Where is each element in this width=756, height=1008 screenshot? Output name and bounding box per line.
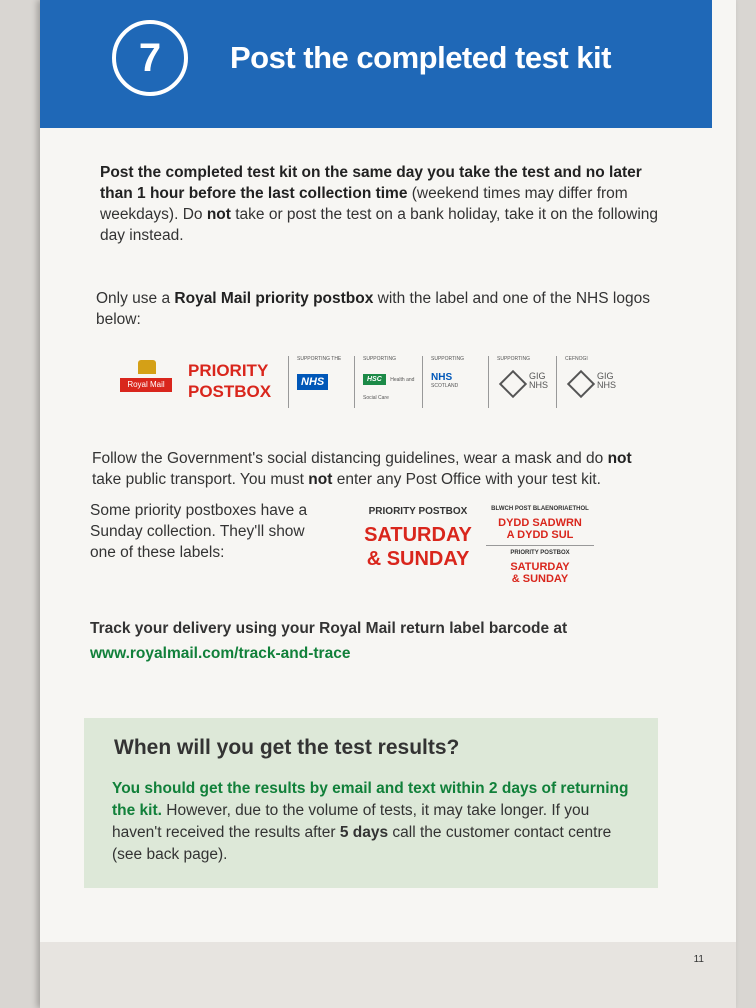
- gig-word: GIG: [597, 371, 614, 381]
- tracking-text: Track your delivery using your Royal Mail return label barcode at: [90, 620, 568, 637]
- celtic-knot-icon: [499, 370, 527, 398]
- gig-text: [529, 372, 548, 390]
- english-heading: PRIORITY POSTBOX: [510, 550, 570, 556]
- postbox-logos: [120, 356, 670, 412]
- gig-cymru-logo: [488, 356, 556, 408]
- sunday-label-bilingual: [480, 506, 600, 585]
- results-text-1: However, due to the volume of tests, it may take longer. If you haven't received the results after: [112, 802, 590, 841]
- header-banner: [40, 0, 712, 128]
- page-title: Post the completed test kit: [230, 40, 611, 75]
- logo-caption: SUPPORTING: [363, 356, 396, 362]
- priority-word: PRIORITY: [188, 361, 269, 380]
- logo-caption: SUPPORTING: [431, 356, 464, 362]
- celtic-knot-icon: [567, 370, 595, 398]
- follow-not-2: not: [308, 471, 333, 488]
- results-paragraph: [112, 778, 632, 866]
- label-saturday: SATURDAY: [364, 524, 472, 546]
- postbox-bold: Royal Mail priority postbox: [174, 290, 374, 307]
- label-divider: [486, 545, 594, 546]
- hsc-text: Health and Social Care: [363, 377, 415, 401]
- label-sunday: & SUNDAY: [366, 548, 470, 570]
- page-number: 11: [693, 954, 704, 965]
- results-heading: When will you get the test results?: [114, 736, 460, 759]
- intro-bold: Post the completed test kit on the same day you take the test and no later than 1 hour before the last collection time: [100, 164, 642, 202]
- logo-caption: SUPPORTING THE: [297, 356, 342, 362]
- nhs-badge: NHS: [297, 374, 328, 390]
- nhs-scotland-word: NHS: [431, 372, 453, 383]
- intro-text-2: take or post the test on a bank holiday, take it on the following day instead.: [100, 206, 659, 244]
- follow-text-3: enter any Post Office with your test kit.: [332, 471, 601, 488]
- follow-not-1: not: [607, 450, 632, 467]
- gig-word: GIG: [529, 371, 546, 381]
- welsh-sunday: A DYDD SUL: [506, 529, 574, 541]
- scotland-word: SCOTLAND: [431, 383, 459, 389]
- intro-paragraph: [100, 162, 660, 246]
- distancing-paragraph: [92, 448, 652, 490]
- welsh-saturday: DYDD SADWRN: [498, 517, 582, 529]
- postbox-suffix: with the label and one of the NHS logos below:: [96, 290, 650, 328]
- royal-mail-label: Royal Mail: [120, 378, 172, 392]
- follow-text-2: take public transport. You must: [92, 471, 309, 488]
- nhs-scotland-logo: [422, 356, 488, 408]
- step-number: 7: [112, 20, 188, 96]
- logo-caption: CEFNOGI: [565, 356, 588, 362]
- label-heading: PRIORITY POSTBOX: [368, 506, 468, 517]
- postbox-word: POSTBOX: [188, 382, 272, 401]
- logo-caption: SUPPORTING: [497, 356, 530, 362]
- postbox-prefix: Only use a: [96, 290, 175, 307]
- crown-icon: [138, 360, 156, 374]
- results-text-2: call the customer contact centre (see back page).: [112, 824, 612, 863]
- nhs-wales-word: NHS: [529, 380, 549, 390]
- gig-text: [597, 372, 616, 390]
- leaflet-page: [40, 0, 736, 1008]
- sunday-paragraph: Some priority postboxes have a Sunday collection. They'll show one of these labels:: [90, 502, 308, 561]
- intro-not: not: [206, 206, 231, 223]
- welsh-heading: BLWCH POST BLAENORIAETHOL: [491, 506, 589, 512]
- hsc-badge: HSC: [363, 374, 386, 385]
- page-footer: [40, 942, 736, 1008]
- nhs-england-logo: [288, 356, 354, 408]
- priority-postbox-logo: [188, 360, 271, 402]
- follow-text-1: Follow the Government's social distancing guidelines, wear a mask and do: [92, 450, 608, 467]
- nhs-wales-word: NHS: [597, 380, 617, 390]
- hsc-logo: [354, 356, 422, 408]
- royal-mail-logo: [120, 360, 172, 404]
- english-saturday: SATURDAY: [510, 561, 570, 573]
- sunday-label-english: [358, 506, 478, 571]
- postbox-paragraph: [96, 288, 656, 330]
- gig-cymru-logo-2: [556, 356, 624, 408]
- results-green-text: You should get the results by email and text within 2 days of returning the kit.: [112, 780, 629, 819]
- results-days: 5 days: [339, 824, 389, 841]
- tracking-link[interactable]: www.royalmail.com/track-and-trace: [90, 645, 351, 662]
- english-sunday: & SUNDAY: [511, 573, 569, 585]
- intro-text-1: (weekend times may differ from weekdays). Do: [100, 185, 628, 223]
- results-panel: [84, 718, 658, 888]
- tracking-paragraph: [90, 618, 650, 664]
